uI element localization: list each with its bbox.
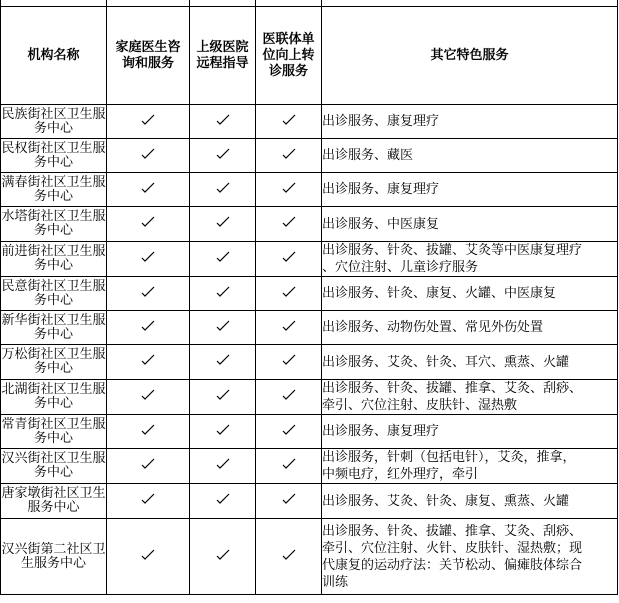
check-mark-icon	[282, 148, 296, 160]
table-row	[1, 449, 618, 484]
header-other-services: 其它特色服务	[322, 7, 618, 105]
service-line: 出诊服务、康复理疗	[322, 182, 440, 197]
check-cell-remote-guidance	[190, 415, 256, 449]
table-row	[1, 415, 618, 449]
check-cell-family-doctor	[107, 242, 190, 277]
service-line: 出诊服务、针灸、拔罐、推拿、艾灸、刮痧、	[322, 381, 583, 396]
check-mark-icon	[141, 424, 155, 436]
service-line: 出诊服务、动物伤处置、常见外伤处置	[322, 320, 544, 335]
org-name-cell: 水塔街社区卫生服务中心	[1, 207, 107, 242]
header-name: 机构名称	[1, 7, 107, 105]
check-mark-icon	[141, 320, 155, 332]
org-name-cell: 汉兴街第二社区卫生服务中心	[1, 519, 107, 595]
check-cell-referral	[256, 345, 322, 380]
org-name-cell: 民意街社区卫生服务中心	[1, 277, 107, 311]
check-mark-icon	[282, 251, 296, 263]
check-cell-referral	[256, 173, 322, 207]
check-cell-remote-guidance	[190, 449, 256, 484]
check-cell-remote-guidance	[190, 519, 256, 595]
check-cell-remote-guidance	[190, 105, 256, 139]
check-cell-family-doctor	[107, 345, 190, 380]
check-mark-icon	[282, 320, 296, 332]
service-line: 出诊服务、针灸、康复、火罐、中医康复	[322, 286, 557, 301]
check-mark-icon	[282, 458, 296, 470]
check-cell-remote-guidance	[190, 277, 256, 311]
other-services-cell	[322, 207, 618, 242]
service-line: 出诊服务、中医康复	[322, 216, 440, 232]
service-line: 出诊服务、艾灸、针灸、康复、熏蒸、火罐	[322, 493, 570, 509]
check-cell-remote-guidance	[190, 311, 256, 345]
check-cell-remote-guidance	[190, 139, 256, 173]
other-services-cell	[322, 277, 618, 311]
check-cell-family-doctor	[107, 415, 190, 449]
check-cell-family-doctor	[107, 484, 190, 519]
check-mark-icon	[216, 251, 230, 263]
header-family-doctor: 家庭医生咨询和服务	[107, 7, 190, 105]
check-mark-icon	[282, 216, 296, 228]
other-services-cell	[322, 449, 618, 484]
other-services-cell	[322, 380, 618, 415]
org-name-cell: 民权街社区卫生服务中心	[1, 139, 107, 173]
check-cell-family-doctor	[107, 207, 190, 242]
check-cell-referral	[256, 415, 322, 449]
check-cell-referral	[256, 519, 322, 595]
service-line: 出诊服务，针刺（包括电针），艾灸，推拿，	[322, 450, 576, 465]
other-services-cell	[322, 519, 618, 595]
table-body	[1, 105, 618, 595]
table-row	[1, 311, 618, 345]
service-line: 出诊服务、康复理疗	[322, 114, 440, 129]
org-name-cell: 北湖街社区卫生服务中心	[1, 380, 107, 415]
check-mark-icon	[282, 182, 296, 194]
check-mark-icon	[141, 493, 155, 505]
other-services-cell	[322, 242, 618, 277]
service-line: 牵引、穴位注射、皮肤针、湿热敷	[322, 398, 518, 413]
service-line: 训练	[322, 574, 349, 590]
check-mark-icon	[141, 251, 155, 263]
other-services-cell	[322, 105, 618, 139]
check-mark-icon	[216, 216, 230, 228]
table-row	[1, 345, 618, 380]
check-mark-icon	[216, 286, 230, 298]
service-line: 出诊服务、针灸、拔罐、艾灸等中医康复理疗	[322, 243, 583, 258]
check-cell-referral	[256, 139, 322, 173]
check-cell-family-doctor	[107, 311, 190, 345]
org-name-cell: 汉兴街社区卫生服务中心	[1, 449, 107, 484]
check-cell-referral	[256, 277, 322, 311]
check-cell-remote-guidance	[190, 207, 256, 242]
table-row	[1, 105, 618, 139]
table-row	[1, 173, 618, 207]
other-services-cell	[322, 484, 618, 519]
check-mark-icon	[216, 182, 230, 194]
check-mark-icon	[282, 286, 296, 298]
table-row	[1, 484, 618, 519]
org-name-cell: 万松街社区卫生服务中心	[1, 345, 107, 380]
check-cell-family-doctor	[107, 277, 190, 311]
check-mark-icon	[216, 389, 230, 401]
service-line: 牵引、穴位注射、火针、皮肤针、湿热敷；现	[322, 540, 583, 556]
service-line: 出诊服务、艾灸、针灸、耳穴、熏蒸、火罐	[322, 354, 570, 370]
org-name-cell: 新华街社区卫生服务中心	[1, 311, 107, 345]
check-mark-icon	[282, 389, 296, 401]
check-cell-referral	[256, 380, 322, 415]
check-mark-icon	[141, 216, 155, 228]
org-name-cell: 常青街社区卫生服务中心	[1, 415, 107, 449]
table-row	[1, 242, 618, 277]
service-line: 出诊服务、藏医	[322, 148, 414, 163]
check-cell-remote-guidance	[190, 242, 256, 277]
org-name-cell: 满春街社区卫生服务中心	[1, 173, 107, 207]
check-cell-remote-guidance	[190, 345, 256, 380]
check-cell-family-doctor	[107, 449, 190, 484]
check-mark-icon	[282, 114, 296, 126]
check-cell-family-doctor	[107, 519, 190, 595]
check-cell-referral	[256, 311, 322, 345]
check-cell-remote-guidance	[190, 484, 256, 519]
check-cell-family-doctor	[107, 139, 190, 173]
check-mark-icon	[282, 354, 296, 366]
service-line: 代康复的运动疗法：关节松动、偏瘫肢体综合	[322, 557, 583, 573]
other-services-cell	[322, 173, 618, 207]
table-row	[1, 519, 618, 595]
service-line: 出诊服务、康复理疗	[322, 424, 440, 439]
check-cell-referral	[256, 449, 322, 484]
check-mark-icon	[216, 114, 230, 126]
check-mark-icon	[141, 354, 155, 366]
table-header-row	[1, 7, 618, 105]
check-mark-icon	[216, 493, 230, 505]
check-mark-icon	[216, 424, 230, 436]
check-mark-icon	[216, 458, 230, 470]
check-mark-icon	[282, 549, 296, 561]
check-cell-family-doctor	[107, 380, 190, 415]
check-cell-remote-guidance	[190, 380, 256, 415]
check-cell-referral	[256, 242, 322, 277]
check-cell-referral	[256, 105, 322, 139]
table-row	[1, 380, 618, 415]
org-name-cell: 前进街社区卫生服务中心	[1, 242, 107, 277]
check-mark-icon	[216, 549, 230, 561]
table-row	[1, 207, 618, 242]
check-cell-remote-guidance	[190, 173, 256, 207]
check-mark-icon	[141, 114, 155, 126]
service-line: 、穴位注射、儿童诊疗服务	[322, 260, 479, 275]
check-cell-referral	[256, 484, 322, 519]
check-mark-icon	[141, 389, 155, 401]
check-mark-icon	[141, 549, 155, 561]
check-mark-icon	[282, 493, 296, 505]
table-row	[1, 139, 618, 173]
check-mark-icon	[216, 320, 230, 332]
check-mark-icon	[216, 148, 230, 160]
header-referral: 医联体单位向上转诊服务	[256, 7, 322, 105]
check-mark-icon	[216, 354, 230, 366]
other-services-cell	[322, 311, 618, 345]
other-services-cell	[322, 139, 618, 173]
other-services-cell	[322, 345, 618, 380]
check-mark-icon	[141, 458, 155, 470]
other-services-cell	[322, 415, 618, 449]
org-name-cell: 唐家墩街社区卫生服务中心	[1, 484, 107, 519]
check-cell-family-doctor	[107, 173, 190, 207]
check-mark-icon	[141, 182, 155, 194]
service-line: 中频电疗，红外理疗，牵引	[322, 467, 479, 482]
check-mark-icon	[141, 286, 155, 298]
org-name-cell: 民族街社区卫生服务中心	[1, 105, 107, 139]
check-cell-referral	[256, 207, 322, 242]
check-mark-icon	[141, 148, 155, 160]
check-mark-icon	[282, 424, 296, 436]
table-row	[1, 277, 618, 311]
header-remote-guidance: 上级医院远程指导	[190, 7, 256, 105]
service-line: 出诊服务、针灸、拔罐、推拿、艾灸、刮痧、	[322, 523, 583, 539]
check-cell-family-doctor	[107, 105, 190, 139]
